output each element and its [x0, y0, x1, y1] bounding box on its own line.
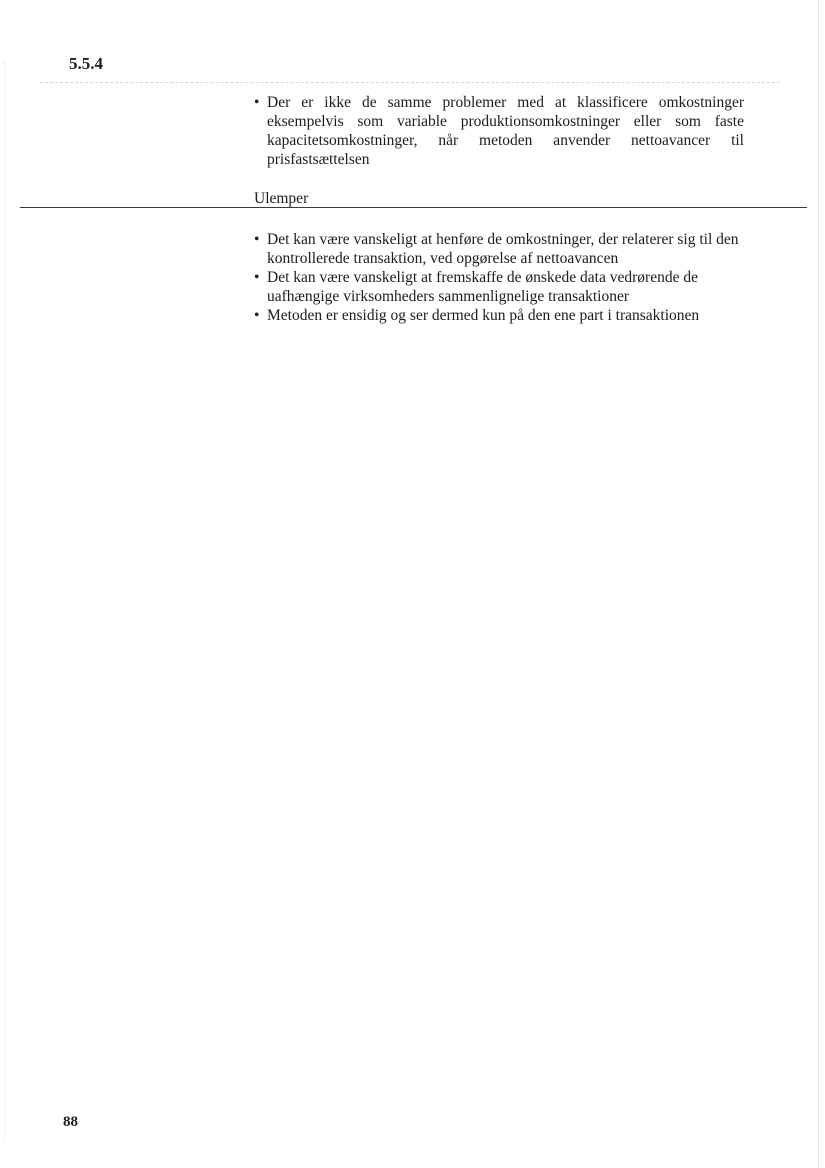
list-item: [254, 230, 744, 268]
bullet-icon: •: [254, 307, 260, 324]
list-item: [254, 306, 744, 325]
page-number: 88: [63, 1114, 78, 1130]
list-item-text: Metoden er ensidig og ser dermed kun på den ene part i transaktionen: [267, 307, 700, 324]
scan-edge-right: [818, 0, 819, 1168]
advantages-list: [254, 93, 744, 169]
section-number: 5.5.4: [69, 54, 103, 73]
bullet-icon: •: [254, 231, 260, 248]
bullet-icon: •: [254, 94, 260, 111]
list-item: [254, 93, 744, 169]
list-item-text: Det kan være vanskeligt at fremskaffe de ønskede data vedrørende de uafhængige virksomheders sammenlignelige transaktioner: [267, 269, 698, 305]
section-divider: [20, 207, 807, 208]
bullet-icon: •: [254, 269, 260, 286]
list-item-text: Det kan være vanskeligt at henføre de omkostninger, der relaterer sig til den kontrollerede transaktion, ved opgørelse af nettoavancen: [267, 231, 739, 267]
list-item: [254, 268, 744, 306]
disadvantages-list: [254, 230, 744, 325]
disadvantages-heading: Ulemper: [254, 190, 309, 207]
top-divider: [40, 82, 780, 83]
scan-edge-left: [4, 60, 5, 1140]
list-item-text: Der er ikke de samme problemer med at klassificere omkostninger eksempelvis som variable produktionsomkostninger eller som faste kapacitetsomkostninger, når metoden anvender nettoavancer til prisfastsættelsen: [267, 94, 744, 168]
